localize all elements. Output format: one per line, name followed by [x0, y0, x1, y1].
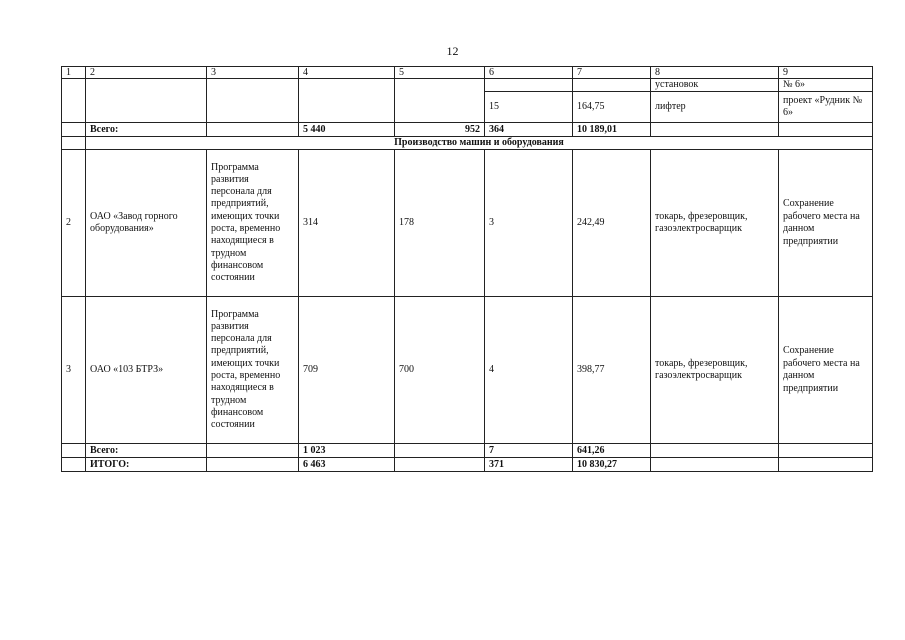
page-number: 12 [446, 44, 459, 58]
subtotal-2-c7: 641,26 [573, 444, 651, 458]
cont-cell-org [86, 79, 207, 123]
cont-cell-c9-top: № 6» [779, 79, 873, 92]
cont-cell-c7-top [573, 79, 651, 92]
col-header-3: 3 [207, 67, 299, 79]
subtotal-2-num [62, 444, 86, 458]
grand-total-c3 [207, 458, 299, 472]
grand-total-label: ИТОГО: [86, 458, 207, 472]
row-c4: 314 [299, 150, 395, 297]
row-c7: 242,49 [573, 150, 651, 297]
subtotal-1-label: Всего: [86, 123, 207, 137]
cont-cell-c6-top [485, 79, 573, 92]
row-c6: 4 [485, 297, 573, 444]
grand-total-num [62, 458, 86, 472]
continued-row-1 [62, 79, 873, 92]
row-number: 2 [62, 150, 86, 297]
grand-total-row [62, 458, 873, 472]
employment-table [61, 66, 873, 472]
grand-total-c6: 371 [485, 458, 573, 472]
col-header-4: 4 [299, 67, 395, 79]
row-organization: ОАО «Завод горного оборудования» [86, 150, 207, 297]
subtotal-2-c5 [395, 444, 485, 458]
subtotal-2-label: Всего: [86, 444, 207, 458]
grand-total-c8 [651, 458, 779, 472]
grand-total-c7: 10 830,27 [573, 458, 651, 472]
subtotal-1-c6: 364 [485, 123, 573, 137]
cont-cell-c9: проект «Рудник № 6» [779, 92, 873, 123]
col-header-7: 7 [573, 67, 651, 79]
grand-total-c5 [395, 458, 485, 472]
row-program: Программа развития персонала для предприятий, имеющих точки роста, временно находящиеся в трудном финансовом состоянии [207, 297, 299, 444]
col-header-5: 5 [395, 67, 485, 79]
row-number: 3 [62, 297, 86, 444]
row-c4: 709 [299, 297, 395, 444]
table-row [62, 297, 873, 444]
row-professions: токарь, фрезеровщик, газоэлектросварщик [651, 297, 779, 444]
row-purpose: Сохранение рабочего места на данном предприятии [779, 297, 873, 444]
subtotal-1-c5: 952 [395, 123, 485, 137]
subtotal-2-c8 [651, 444, 779, 458]
cont-cell-c4 [299, 79, 395, 123]
row-organization: ОАО «103 БТРЗ» [86, 297, 207, 444]
section-heading-row [62, 137, 873, 150]
cont-cell-program [207, 79, 299, 123]
cont-cell-c8-top: установок [651, 79, 779, 92]
section-num-cell [62, 137, 86, 150]
row-c5: 178 [395, 150, 485, 297]
section-heading: Производство машин и оборудования [86, 137, 873, 150]
row-professions: токарь, фрезеровщик, газоэлектросварщик [651, 150, 779, 297]
row-c5: 700 [395, 297, 485, 444]
subtotal-1-c9 [779, 123, 873, 137]
subtotal-1-c8 [651, 123, 779, 137]
col-header-1: 1 [62, 67, 86, 79]
cont-cell-num [62, 79, 86, 123]
subtotal-1-c4: 5 440 [299, 123, 395, 137]
col-header-2: 2 [86, 67, 207, 79]
subtotal-2-c3 [207, 444, 299, 458]
row-c7: 398,77 [573, 297, 651, 444]
subtotal-2-c4: 1 023 [299, 444, 395, 458]
col-header-9: 9 [779, 67, 873, 79]
row-purpose: Сохранение рабочего места на данном предприятии [779, 150, 873, 297]
grand-total-c4: 6 463 [299, 458, 395, 472]
row-program: Программа развития персонала для предприятий, имеющих точки роста, временно находящиеся в трудном финансовом состоянии [207, 150, 299, 297]
subtotal-1-c7: 10 189,01 [573, 123, 651, 137]
col-header-8: 8 [651, 67, 779, 79]
subtotal-2-c9 [779, 444, 873, 458]
row-c6: 3 [485, 150, 573, 297]
subtotal-1-c3 [207, 123, 299, 137]
cont-cell-c6: 15 [485, 92, 573, 123]
cont-cell-c8: лифтер [651, 92, 779, 123]
grand-total-c9 [779, 458, 873, 472]
col-header-6: 6 [485, 67, 573, 79]
subtotal-row-2 [62, 444, 873, 458]
column-number-row [62, 67, 873, 79]
table-row [62, 150, 873, 297]
subtotal-row-1 [62, 123, 873, 137]
subtotal-1-num [62, 123, 86, 137]
cont-cell-c7: 164,75 [573, 92, 651, 123]
cont-cell-c5 [395, 79, 485, 123]
subtotal-2-c6: 7 [485, 444, 573, 458]
